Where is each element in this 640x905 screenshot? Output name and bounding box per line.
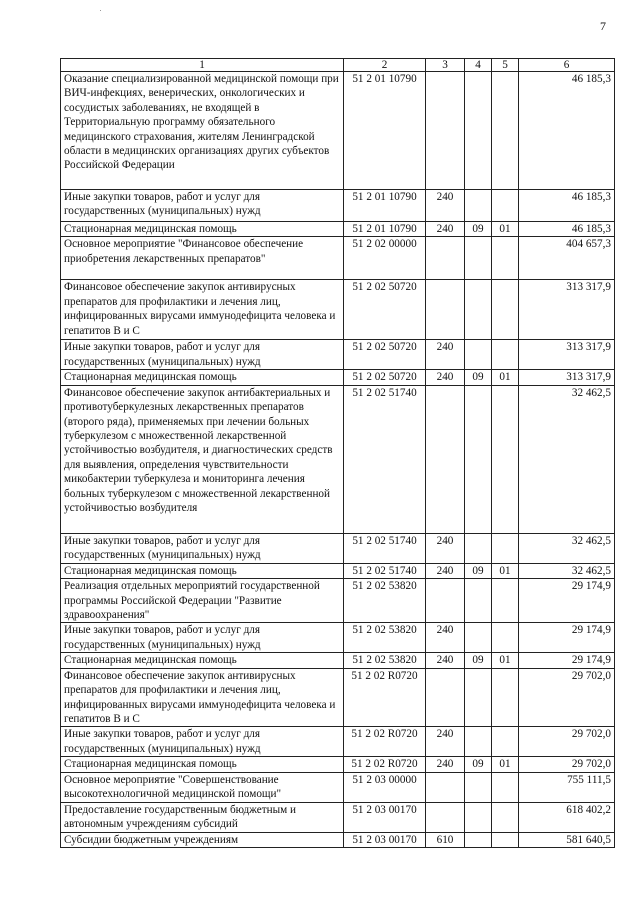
- row-pr-cell: 01: [492, 563, 519, 578]
- row-sum-cell: 404 657,3: [519, 237, 615, 280]
- row-sum-cell: 313 317,9: [519, 280, 615, 340]
- table-row: [61, 72, 615, 190]
- row-pr-cell: [492, 237, 519, 280]
- row-rz-cell: [465, 385, 492, 533]
- row-sum-cell: 29 702,0: [519, 668, 615, 727]
- row-vr-cell: 610: [426, 832, 465, 847]
- row-sum-cell: 313 317,9: [519, 370, 615, 385]
- row-rz-cell: [465, 340, 492, 370]
- row-rz-cell: [465, 237, 492, 280]
- row-vr-cell: [426, 280, 465, 340]
- row-csr-cell: 51 2 02 53820: [344, 623, 426, 653]
- row-name-cell: Стационарная медицинская помощь: [61, 370, 344, 385]
- row-csr-cell: 51 2 02 50720: [344, 340, 426, 370]
- row-csr-cell: 51 2 03 00000: [344, 772, 426, 802]
- row-rz-cell: [465, 772, 492, 802]
- row-rz-cell: 09: [465, 757, 492, 772]
- column-header: 1: [61, 59, 344, 72]
- column-number-row: [61, 59, 615, 72]
- table-row: [61, 280, 615, 340]
- row-pr-cell: [492, 772, 519, 802]
- row-name-cell: Стационарная медицинская помощь: [61, 757, 344, 772]
- row-pr-cell: [492, 802, 519, 832]
- table-row: [61, 668, 615, 727]
- row-pr-cell: 01: [492, 222, 519, 237]
- row-rz-cell: [465, 623, 492, 653]
- row-pr-cell: [492, 579, 519, 623]
- row-sum-cell: 29 702,0: [519, 727, 615, 757]
- row-rz-cell: [465, 668, 492, 727]
- row-name-cell: Иные закупки товаров, работ и услуг для государственных (муниципальных) нужд: [61, 727, 344, 757]
- column-header: 4: [465, 59, 492, 72]
- table-row: [61, 533, 615, 563]
- row-sum-cell: 46 185,3: [519, 72, 615, 190]
- row-name-cell: Основное мероприятие "Совершенствование высокотехнологичной медицинской помощи": [61, 772, 344, 802]
- row-rz-cell: 09: [465, 222, 492, 237]
- row-vr-cell: 240: [426, 563, 465, 578]
- table-row: [61, 579, 615, 623]
- row-vr-cell: [426, 772, 465, 802]
- row-name-cell: Реализация отдельных мероприятий государственной программы Российской Федерации "Развитие здравоохранения": [61, 579, 344, 623]
- row-name-cell: Финансовое обеспечение закупок антибактериальных и противотуберкулезных лекарственных препаратов (второго ряда), применяемых при лечении больных туберкулезом с множественной лекарственной устойчивостью возбудителя, и диагностических средств для выявления, определения чувствительности микобактерии туберкулеза и мониторинга лечения больных туберкулезом с множественной лекарственной устойчивостью возбудителя: [61, 385, 344, 533]
- row-csr-cell: 51 2 02 00000: [344, 237, 426, 280]
- row-csr-cell: 51 2 02 50720: [344, 370, 426, 385]
- column-header: 6: [519, 59, 615, 72]
- row-pr-cell: 01: [492, 653, 519, 668]
- table-row: [61, 370, 615, 385]
- row-name-cell: Иные закупки товаров, работ и услуг для государственных (муниципальных) нужд: [61, 340, 344, 370]
- row-sum-cell: 32 462,5: [519, 563, 615, 578]
- table-row: [61, 623, 615, 653]
- row-pr-cell: [492, 72, 519, 190]
- row-csr-cell: 51 2 02 R0720: [344, 757, 426, 772]
- row-name-cell: Стационарная медицинская помощь: [61, 222, 344, 237]
- budget-table: [60, 58, 615, 848]
- row-rz-cell: [465, 72, 492, 190]
- row-vr-cell: [426, 72, 465, 190]
- row-name-cell: Иные закупки товаров, работ и услуг для государственных (муниципальных) нужд: [61, 623, 344, 653]
- row-name-cell: Финансовое обеспечение закупок антивирусных препаратов для профилактики и лечения лиц, инфицированных вирусами иммунодефицита человека и гепатитов В и С: [61, 668, 344, 727]
- row-csr-cell: 51 2 02 51740: [344, 385, 426, 533]
- row-sum-cell: 755 111,5: [519, 772, 615, 802]
- table-row: [61, 340, 615, 370]
- row-name-cell: Основное мероприятие "Финансовое обеспечение приобретения лекарственных препаратов": [61, 237, 344, 280]
- row-vr-cell: 240: [426, 340, 465, 370]
- row-rz-cell: [465, 190, 492, 222]
- table-row: [61, 222, 615, 237]
- row-rz-cell: [465, 727, 492, 757]
- row-sum-cell: 29 174,9: [519, 623, 615, 653]
- row-vr-cell: 240: [426, 370, 465, 385]
- row-pr-cell: [492, 385, 519, 533]
- row-name-cell: Финансовое обеспечение закупок антивирусных препаратов для профилактики и лечения лиц, инфицированных вирусами иммунодефицита человека и гепатитов В и С: [61, 280, 344, 340]
- row-csr-cell: 51 2 01 10790: [344, 190, 426, 222]
- row-rz-cell: [465, 802, 492, 832]
- row-rz-cell: [465, 280, 492, 340]
- row-vr-cell: [426, 237, 465, 280]
- row-vr-cell: [426, 385, 465, 533]
- row-vr-cell: 240: [426, 653, 465, 668]
- row-name-cell: Оказание специализированной медицинской помощи при ВИЧ-инфекциях, венерических, онкологических и сосудистых заболеваниях, не входящей в Территориальную программу обязательного медицинского страхования, жителям Ленинградской области в медицинских организациях других субъектов Российской Федерации: [61, 72, 344, 190]
- row-sum-cell: 581 640,5: [519, 832, 615, 847]
- table-row: [61, 757, 615, 772]
- row-vr-cell: 240: [426, 727, 465, 757]
- row-sum-cell: 618 402,2: [519, 802, 615, 832]
- row-sum-cell: 46 185,3: [519, 190, 615, 222]
- row-sum-cell: 32 462,5: [519, 533, 615, 563]
- row-rz-cell: 09: [465, 370, 492, 385]
- row-sum-cell: 29 174,9: [519, 579, 615, 623]
- row-sum-cell: 29 702,0: [519, 757, 615, 772]
- column-header: 3: [426, 59, 465, 72]
- row-pr-cell: [492, 280, 519, 340]
- row-csr-cell: 51 2 02 51740: [344, 533, 426, 563]
- row-vr-cell: [426, 579, 465, 623]
- row-vr-cell: 240: [426, 222, 465, 237]
- row-pr-cell: [492, 727, 519, 757]
- table-row: [61, 653, 615, 668]
- row-csr-cell: 51 2 01 10790: [344, 72, 426, 190]
- row-csr-cell: 51 2 02 53820: [344, 579, 426, 623]
- row-pr-cell: [492, 533, 519, 563]
- row-csr-cell: 51 2 02 R0720: [344, 727, 426, 757]
- row-pr-cell: [492, 668, 519, 727]
- table-row: [61, 237, 615, 280]
- row-sum-cell: 29 174,9: [519, 653, 615, 668]
- row-name-cell: Стационарная медицинская помощь: [61, 563, 344, 578]
- row-rz-cell: [465, 579, 492, 623]
- table-row: [61, 190, 615, 222]
- row-name-cell: Предоставление государственным бюджетным и автономным учреждениям субсидий: [61, 802, 344, 832]
- row-vr-cell: 240: [426, 533, 465, 563]
- row-vr-cell: 240: [426, 623, 465, 653]
- row-name-cell: Иные закупки товаров, работ и услуг для государственных (муниципальных) нужд: [61, 533, 344, 563]
- row-vr-cell: [426, 802, 465, 832]
- row-sum-cell: 313 317,9: [519, 340, 615, 370]
- table-row: [61, 727, 615, 757]
- table-row: [61, 385, 615, 533]
- row-rz-cell: 09: [465, 563, 492, 578]
- row-csr-cell: 51 2 02 R0720: [344, 668, 426, 727]
- row-rz-cell: 09: [465, 653, 492, 668]
- row-sum-cell: 32 462,5: [519, 385, 615, 533]
- row-pr-cell: 01: [492, 757, 519, 772]
- row-pr-cell: [492, 340, 519, 370]
- row-pr-cell: 01: [492, 370, 519, 385]
- row-pr-cell: [492, 623, 519, 653]
- scan-speck: [100, 10, 101, 11]
- row-csr-cell: 51 2 01 10790: [344, 222, 426, 237]
- row-csr-cell: 51 2 02 51740: [344, 563, 426, 578]
- column-header: 2: [344, 59, 426, 72]
- row-csr-cell: 51 2 02 50720: [344, 280, 426, 340]
- row-rz-cell: [465, 533, 492, 563]
- table-row: [61, 802, 615, 832]
- row-pr-cell: [492, 832, 519, 847]
- column-header: 5: [492, 59, 519, 72]
- row-vr-cell: [426, 668, 465, 727]
- row-csr-cell: 51 2 03 00170: [344, 832, 426, 847]
- row-name-cell: Иные закупки товаров, работ и услуг для государственных (муниципальных) нужд: [61, 190, 344, 222]
- table-row: [61, 563, 615, 578]
- table-row: [61, 832, 615, 847]
- row-rz-cell: [465, 832, 492, 847]
- row-name-cell: Стационарная медицинская помощь: [61, 653, 344, 668]
- row-pr-cell: [492, 190, 519, 222]
- row-csr-cell: 51 2 03 00170: [344, 802, 426, 832]
- row-vr-cell: 240: [426, 757, 465, 772]
- row-vr-cell: 240: [426, 190, 465, 222]
- page-number: 7: [600, 19, 606, 33]
- table-row: [61, 772, 615, 802]
- row-name-cell: Субсидии бюджетным учреждениям: [61, 832, 344, 847]
- row-sum-cell: 46 185,3: [519, 222, 615, 237]
- row-csr-cell: 51 2 02 53820: [344, 653, 426, 668]
